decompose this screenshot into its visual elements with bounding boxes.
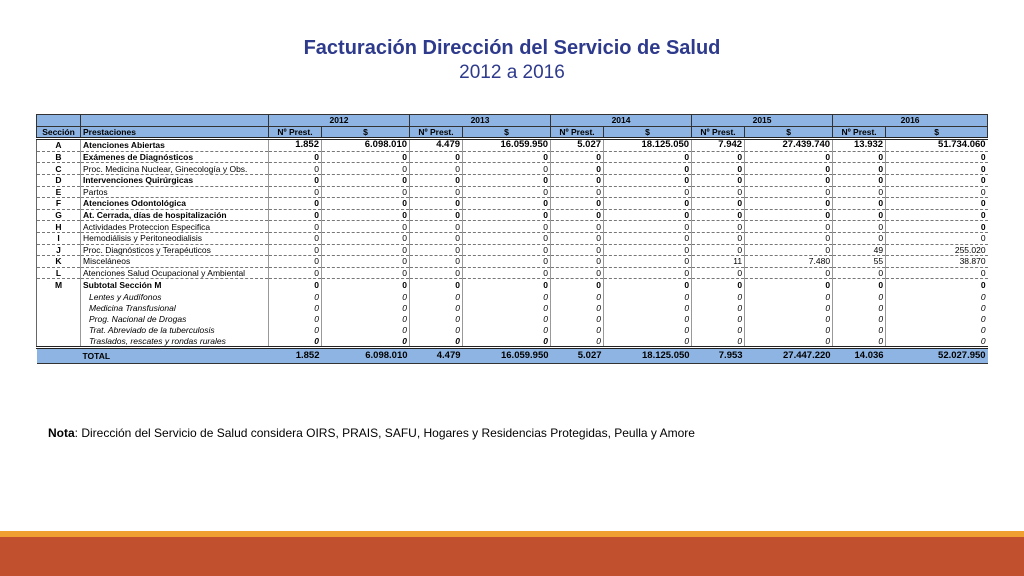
count-cell: 0 (410, 267, 463, 279)
count-cell: 0 (692, 209, 745, 221)
prestaciones-header: Prestaciones (81, 126, 269, 139)
amount-cell: 0 (745, 335, 833, 348)
amount-cell: 0 (322, 163, 410, 175)
count-cell: 0 (269, 335, 322, 348)
count-cell: 0 (833, 313, 886, 324)
amount-cell: 0 (463, 256, 551, 268)
count-cell: 0 (551, 186, 604, 198)
table-subrow (37, 302, 988, 313)
amount-cell: 0 (322, 174, 410, 186)
amount-cell: 0 (886, 324, 988, 335)
billing-table (36, 114, 988, 364)
service-label: Atenciones Salud Ocupacional y Ambiental (81, 267, 269, 279)
total-count: 4.479 (410, 348, 463, 364)
count-cell: 5.027 (551, 139, 604, 152)
total-amount: 6.098.010 (322, 348, 410, 364)
money-header: $ (604, 126, 692, 139)
amount-cell: 0 (604, 279, 692, 292)
amount-cell: 0 (745, 174, 833, 186)
count-cell: 0 (692, 221, 745, 233)
count-cell: 0 (410, 244, 463, 256)
nprest-header: Nº Prest. (833, 126, 886, 139)
amount-cell: 0 (322, 198, 410, 210)
table-row (37, 232, 988, 244)
amount-cell: 0 (463, 221, 551, 233)
money-header: $ (745, 126, 833, 139)
count-cell: 0 (551, 313, 604, 324)
count-cell: 0 (269, 291, 322, 302)
service-label: Atenciones Odontológica (81, 198, 269, 210)
year-header: 2013 (410, 115, 551, 127)
amount-cell: 0 (463, 244, 551, 256)
sub-service-label: Trat. Abreviado de la tuberculosis (81, 324, 269, 335)
amount-cell: 0 (886, 232, 988, 244)
total-row (37, 348, 988, 364)
amount-cell: 0 (322, 335, 410, 348)
amount-cell: 0 (463, 174, 551, 186)
service-label: Exámenes de Diagnósticos (81, 151, 269, 163)
count-cell: 0 (269, 267, 322, 279)
count-cell: 0 (692, 313, 745, 324)
count-cell: 0 (833, 209, 886, 221)
count-cell: 0 (551, 244, 604, 256)
count-cell: 0 (551, 232, 604, 244)
amount-cell: 0 (322, 324, 410, 335)
service-label: Misceláneos (81, 256, 269, 268)
amount-cell: 0 (322, 186, 410, 198)
table-subrow (37, 335, 988, 348)
count-cell: 7.942 (692, 139, 745, 152)
count-cell: 11 (692, 256, 745, 268)
footnote-label: Nota (48, 426, 75, 440)
count-cell: 4.479 (410, 139, 463, 152)
amount-cell: 0 (886, 291, 988, 302)
amount-cell: 38.870 (886, 256, 988, 268)
amount-cell: 0 (604, 267, 692, 279)
money-header: $ (886, 126, 988, 139)
count-cell: 0 (269, 151, 322, 163)
count-cell: 0 (269, 163, 322, 175)
table-subrow (37, 313, 988, 324)
amount-cell: 0 (463, 291, 551, 302)
table-subrow (37, 324, 988, 335)
nprest-header: Nº Prest. (269, 126, 322, 139)
count-cell: 55 (833, 256, 886, 268)
count-cell: 0 (269, 186, 322, 198)
count-cell: 0 (410, 151, 463, 163)
amount-cell: 0 (604, 221, 692, 233)
amount-cell: 0 (322, 279, 410, 292)
count-cell: 0 (269, 313, 322, 324)
amount-cell: 0 (745, 267, 833, 279)
section-code: C (37, 163, 81, 175)
amount-cell: 0 (463, 267, 551, 279)
count-cell: 0 (692, 279, 745, 292)
amount-cell: 0 (745, 163, 833, 175)
amount-cell: 0 (322, 232, 410, 244)
count-cell: 0 (692, 186, 745, 198)
table-row (37, 244, 988, 256)
page-title: Facturación Dirección del Servicio de Salud (303, 37, 721, 59)
amount-cell: 0 (604, 209, 692, 221)
count-cell: 0 (410, 198, 463, 210)
amount-cell: 0 (322, 244, 410, 256)
table-row (37, 221, 988, 233)
table-row (37, 279, 988, 292)
count-cell: 0 (833, 267, 886, 279)
amount-cell: 0 (745, 291, 833, 302)
amount-cell: 0 (604, 291, 692, 302)
amount-cell: 0 (886, 221, 988, 233)
amount-cell: 0 (886, 186, 988, 198)
section-code: H (37, 221, 81, 233)
count-cell: 0 (833, 279, 886, 292)
amount-cell: 0 (604, 302, 692, 313)
blank-cell (37, 313, 81, 324)
service-label: Hemodiálisis y Peritoneodialisis (81, 232, 269, 244)
amount-cell: 0 (745, 232, 833, 244)
amount-cell: 7.480 (745, 256, 833, 268)
amount-cell: 27.439.740 (745, 139, 833, 152)
total-amount: 18.125.050 (604, 348, 692, 364)
count-cell: 0 (269, 244, 322, 256)
count-cell: 0 (692, 335, 745, 348)
amount-cell: 0 (322, 209, 410, 221)
service-label: Atenciones Abiertas (81, 139, 269, 152)
count-cell: 0 (692, 244, 745, 256)
total-amount: 27.447.220 (745, 348, 833, 364)
year-header: 2014 (551, 115, 692, 127)
section-code: I (37, 232, 81, 244)
count-cell: 0 (551, 279, 604, 292)
nprest-header: Nº Prest. (692, 126, 745, 139)
amount-cell: 0 (463, 279, 551, 292)
section-code: K (37, 256, 81, 268)
total-count: 1.852 (269, 348, 322, 364)
section-code: J (37, 244, 81, 256)
total-amount: 52.027.950 (886, 348, 988, 364)
table-row (37, 174, 988, 186)
count-cell: 0 (410, 313, 463, 324)
count-cell: 0 (833, 221, 886, 233)
count-cell: 0 (551, 291, 604, 302)
table-row (37, 151, 988, 163)
count-cell: 0 (692, 174, 745, 186)
money-header: $ (322, 126, 410, 139)
amount-cell: 0 (322, 267, 410, 279)
amount-cell: 16.059.950 (463, 139, 551, 152)
amount-cell: 0 (604, 244, 692, 256)
count-cell: 0 (692, 267, 745, 279)
amount-cell: 51.734.060 (886, 139, 988, 152)
section-code: E (37, 186, 81, 198)
service-label: Proc. Diagnósticos y Terapéuticos (81, 244, 269, 256)
blank-cell (37, 302, 81, 313)
sub-service-label: Traslados, rescates y rondas rurales (81, 335, 269, 348)
count-cell: 0 (410, 163, 463, 175)
total-label: TOTAL (81, 348, 269, 364)
footer-band (0, 537, 1024, 576)
amount-cell: 0 (604, 313, 692, 324)
count-cell: 0 (410, 174, 463, 186)
count-cell: 0 (410, 302, 463, 313)
money-header: $ (463, 126, 551, 139)
amount-cell: 0 (322, 291, 410, 302)
count-cell: 0 (833, 302, 886, 313)
total-count: 14.036 (833, 348, 886, 364)
count-cell: 0 (410, 291, 463, 302)
column-header-row (37, 126, 988, 139)
amount-cell: 0 (604, 198, 692, 210)
count-cell: 0 (551, 302, 604, 313)
service-label: Subtotal Sección M (81, 279, 269, 292)
count-cell: 0 (269, 256, 322, 268)
count-cell: 0 (692, 324, 745, 335)
year-header: 2015 (692, 115, 833, 127)
count-cell: 0 (269, 198, 322, 210)
footnote-text: : Dirección del Servicio de Salud considera OIRS, PRAIS, SAFU, Hogares y Residencias Protegidas, Peulla y Amore (74, 426, 695, 440)
year-header: 2012 (269, 115, 410, 127)
count-cell: 0 (410, 256, 463, 268)
amount-cell: 0 (886, 163, 988, 175)
amount-cell: 0 (745, 324, 833, 335)
amount-cell: 0 (886, 279, 988, 292)
section-code: M (37, 279, 81, 292)
count-cell: 13.932 (833, 139, 886, 152)
count-cell: 0 (410, 209, 463, 221)
amount-cell: 0 (604, 324, 692, 335)
amount-cell: 0 (745, 186, 833, 198)
amount-cell: 0 (745, 244, 833, 256)
section-code: L (37, 267, 81, 279)
amount-cell: 0 (322, 302, 410, 313)
count-cell: 0 (692, 163, 745, 175)
amount-cell: 0 (604, 186, 692, 198)
amount-cell: 0 (604, 163, 692, 175)
count-cell: 0 (410, 324, 463, 335)
amount-cell: 0 (463, 232, 551, 244)
blank-header-cell (37, 115, 81, 127)
count-cell: 0 (692, 302, 745, 313)
amount-cell: 0 (604, 335, 692, 348)
amount-cell: 0 (745, 313, 833, 324)
amount-cell: 0 (604, 174, 692, 186)
table-row (37, 209, 988, 221)
amount-cell: 0 (745, 279, 833, 292)
amount-cell: 0 (322, 151, 410, 163)
count-cell: 0 (269, 279, 322, 292)
count-cell: 0 (692, 198, 745, 210)
count-cell: 0 (551, 198, 604, 210)
amount-cell: 0 (745, 151, 833, 163)
count-cell: 0 (692, 151, 745, 163)
nprest-header: Nº Prest. (410, 126, 463, 139)
service-label: Actividades Proteccion Especifica (81, 221, 269, 233)
count-cell: 49 (833, 244, 886, 256)
count-cell: 0 (833, 163, 886, 175)
count-cell: 0 (551, 324, 604, 335)
amount-cell: 0 (604, 151, 692, 163)
amount-cell: 0 (886, 267, 988, 279)
sub-service-label: Prog. Nacional de Drogas (81, 313, 269, 324)
count-cell: 0 (269, 232, 322, 244)
amount-cell: 0 (886, 174, 988, 186)
amount-cell: 0 (745, 209, 833, 221)
section-code: F (37, 198, 81, 210)
count-cell: 0 (269, 209, 322, 221)
amount-cell: 0 (463, 163, 551, 175)
amount-cell: 6.098.010 (322, 139, 410, 152)
count-cell: 0 (551, 209, 604, 221)
count-cell: 0 (833, 232, 886, 244)
count-cell: 0 (551, 256, 604, 268)
count-cell: 1.852 (269, 139, 322, 152)
blank-cell (37, 348, 81, 364)
amount-cell: 0 (463, 313, 551, 324)
blank-cell (37, 324, 81, 335)
count-cell: 0 (833, 324, 886, 335)
count-cell: 0 (833, 291, 886, 302)
section-code: G (37, 209, 81, 221)
blank-cell (37, 335, 81, 348)
count-cell: 0 (410, 232, 463, 244)
amount-cell: 0 (886, 198, 988, 210)
amount-cell: 0 (463, 302, 551, 313)
amount-cell: 0 (463, 186, 551, 198)
section-code: B (37, 151, 81, 163)
count-cell: 0 (833, 335, 886, 348)
table-row (37, 267, 988, 279)
count-cell: 0 (410, 335, 463, 348)
table-row (37, 139, 988, 152)
table-row (37, 198, 988, 210)
amount-cell: 0 (886, 335, 988, 348)
count-cell: 0 (269, 174, 322, 186)
count-cell: 0 (692, 291, 745, 302)
count-cell: 0 (833, 198, 886, 210)
amount-cell: 0 (745, 302, 833, 313)
count-cell: 0 (269, 324, 322, 335)
amount-cell: 0 (463, 335, 551, 348)
count-cell: 0 (833, 151, 886, 163)
count-cell: 0 (551, 221, 604, 233)
section-code: D (37, 174, 81, 186)
count-cell: 0 (551, 267, 604, 279)
amount-cell: 255.020 (886, 244, 988, 256)
year-header: 2016 (833, 115, 988, 127)
count-cell: 0 (551, 174, 604, 186)
service-label: At. Cerrada, días de hospitalización (81, 209, 269, 221)
count-cell: 0 (269, 221, 322, 233)
table-row (37, 163, 988, 175)
amount-cell: 0 (886, 302, 988, 313)
amount-cell: 0 (463, 151, 551, 163)
count-cell: 0 (410, 186, 463, 198)
amount-cell: 0 (745, 221, 833, 233)
count-cell: 0 (551, 335, 604, 348)
count-cell: 0 (833, 174, 886, 186)
amount-cell: 0 (322, 313, 410, 324)
amount-cell: 0 (463, 209, 551, 221)
service-label: Intervenciones Quirúrgicas (81, 174, 269, 186)
amount-cell: 18.125.050 (604, 139, 692, 152)
service-label: Proc. Medicina Nuclear, Ginecología y Obs. (81, 163, 269, 175)
section-code: A (37, 139, 81, 152)
amount-cell: 0 (886, 313, 988, 324)
year-header-row (37, 115, 988, 127)
table-subrow (37, 291, 988, 302)
amount-cell: 0 (322, 256, 410, 268)
count-cell: 0 (551, 151, 604, 163)
amount-cell: 0 (322, 221, 410, 233)
count-cell: 0 (551, 163, 604, 175)
amount-cell: 0 (886, 151, 988, 163)
seccion-header: Sección (37, 126, 81, 139)
blank-cell (37, 291, 81, 302)
count-cell: 0 (410, 279, 463, 292)
page-subtitle: 2012 a 2016 (459, 62, 565, 83)
amount-cell: 0 (604, 232, 692, 244)
amount-cell: 0 (604, 256, 692, 268)
sub-service-label: Medicina Transfusional (81, 302, 269, 313)
amount-cell: 0 (463, 198, 551, 210)
total-count: 5.027 (551, 348, 604, 364)
nprest-header: Nº Prest. (551, 126, 604, 139)
amount-cell: 0 (886, 209, 988, 221)
sub-service-label: Lentes y Audífonos (81, 291, 269, 302)
total-count: 7.953 (692, 348, 745, 364)
footnote (48, 426, 695, 440)
amount-cell: 0 (463, 324, 551, 335)
blank-header-cell (81, 115, 269, 127)
count-cell: 0 (692, 232, 745, 244)
count-cell: 0 (833, 186, 886, 198)
amount-cell: 0 (745, 198, 833, 210)
count-cell: 0 (410, 221, 463, 233)
table-row (37, 256, 988, 268)
table-row (37, 186, 988, 198)
service-label: Partos (81, 186, 269, 198)
total-amount: 16.059.950 (463, 348, 551, 364)
count-cell: 0 (269, 302, 322, 313)
